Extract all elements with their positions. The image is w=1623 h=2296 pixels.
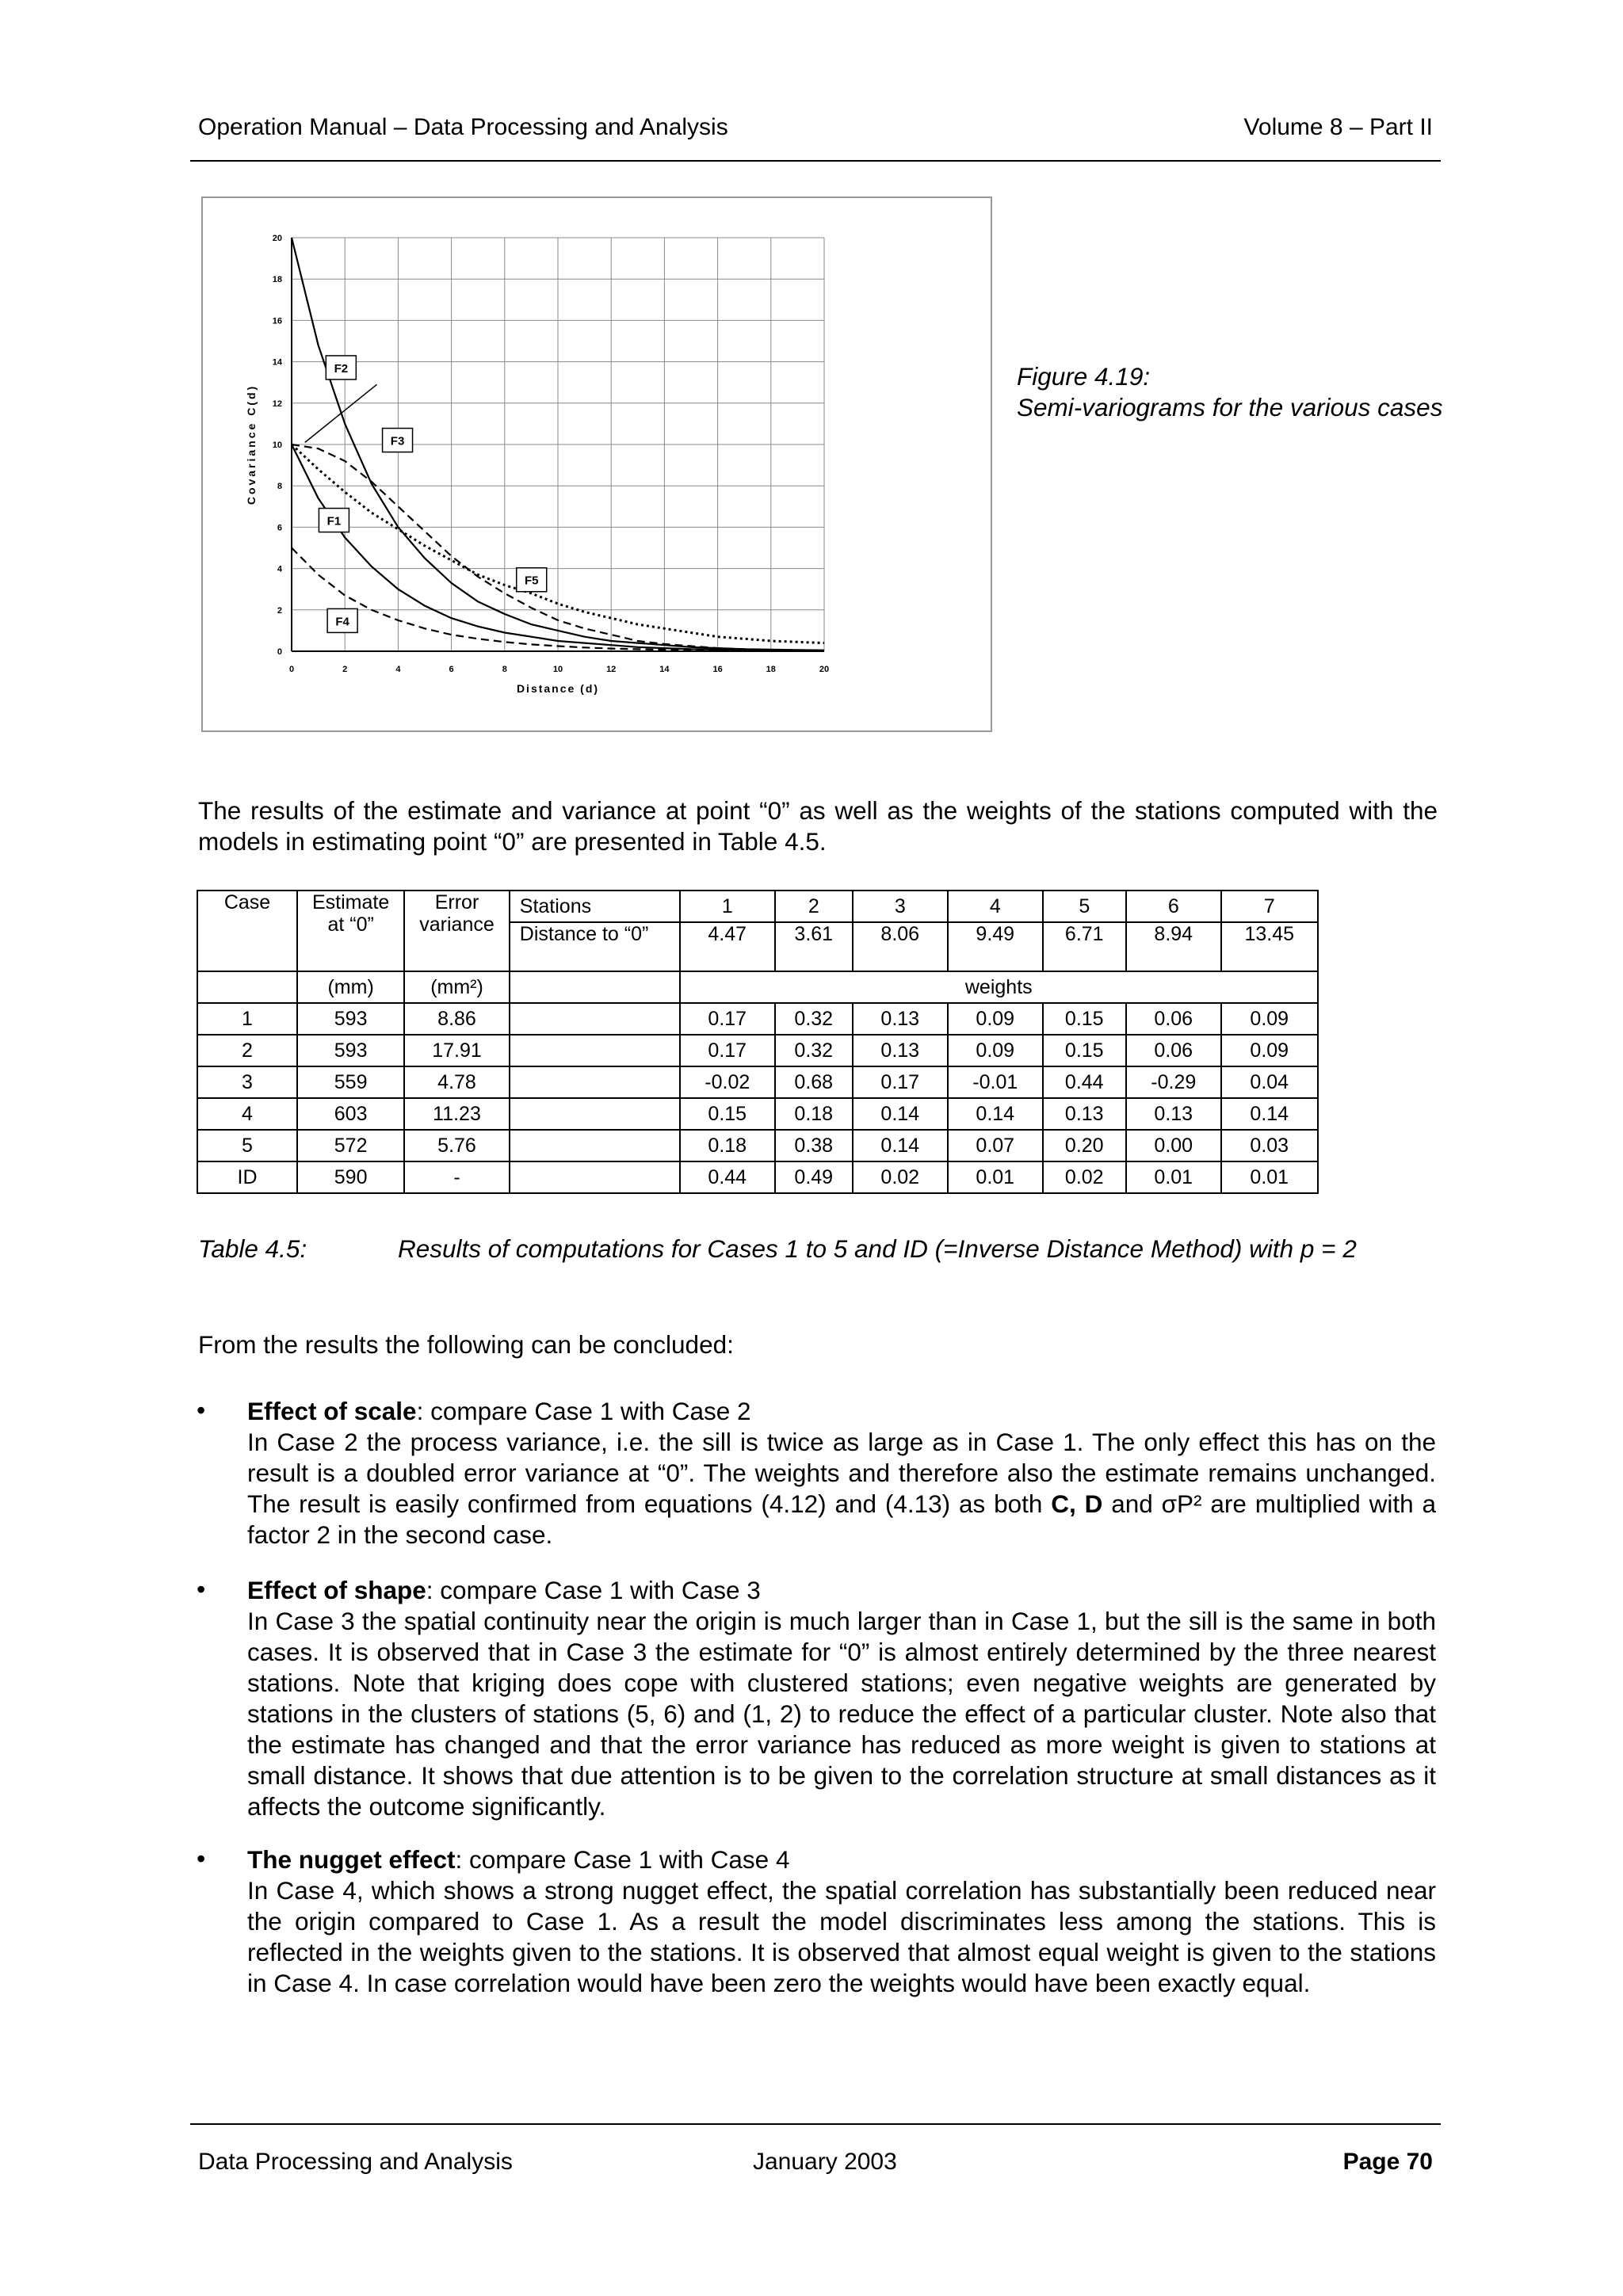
row-case: 1 (197, 1003, 297, 1035)
th-station-3: 3 (853, 891, 948, 922)
x-tick-label: 14 (659, 665, 670, 674)
row-estimate: 603 (297, 1098, 404, 1130)
row-weight-6: 0.06 (1126, 1035, 1221, 1066)
unit-estimate: (mm) (297, 971, 404, 1003)
distance-5: 6.71 (1043, 922, 1126, 971)
x-tick-label: 20 (819, 665, 830, 674)
footer-center: January 2003 (753, 2149, 897, 2175)
bullet-marker: • (197, 1844, 206, 1873)
row-estimate: 590 (297, 1161, 404, 1193)
row-weight-5: 0.02 (1043, 1161, 1126, 1193)
annotation-f4: F4 (335, 615, 349, 629)
figure-title: Semi-variograms for the various cases (1017, 393, 1443, 421)
y-tick-label: 4 (277, 564, 282, 574)
distance-6: 8.94 (1126, 922, 1221, 971)
y-tick-label: 12 (272, 399, 282, 409)
row-weight-3: 0.02 (853, 1161, 948, 1193)
row-case: 3 (197, 1066, 297, 1098)
row-weight-6: 0.13 (1126, 1098, 1221, 1130)
row-stations-blank (510, 1098, 680, 1130)
results-table (197, 890, 1319, 1194)
row-weight-6: -0.29 (1126, 1066, 1221, 1098)
weights-label: weights (680, 971, 1318, 1003)
row-weight-7: 0.09 (1221, 1035, 1318, 1066)
y-tick-label: 8 (277, 482, 282, 492)
th-station-7: 7 (1221, 891, 1318, 922)
row-weight-1: 0.17 (680, 1035, 775, 1066)
bullet-subtitle: : compare Case 1 with Case 4 (455, 1845, 790, 1874)
annotation-f3: F3 (390, 434, 405, 448)
x-tick-label: 4 (395, 665, 401, 674)
bullet-body-end: and σP² are multiplied with a factor 2 in the second case. (247, 1489, 1436, 1549)
row-weight-5: 0.44 (1043, 1066, 1126, 1098)
row-weight-2: 0.32 (775, 1003, 853, 1035)
row-stations-blank (510, 1003, 680, 1035)
annotation-f2: F2 (334, 361, 349, 376)
row-weight-1: -0.02 (680, 1066, 775, 1098)
row-case: 4 (197, 1098, 297, 1130)
x-tick-label: 6 (449, 665, 454, 674)
th-error: Error variance (404, 891, 510, 971)
figure-number: Figure 4.19: (1017, 362, 1151, 391)
annotation-f5: F5 (524, 574, 539, 588)
row-case: ID (197, 1161, 297, 1193)
table-row (197, 1066, 1318, 1098)
distance-4: 9.49 (948, 922, 1043, 971)
row-weight-7: 0.01 (1221, 1161, 1318, 1193)
y-tick-label: 20 (272, 234, 282, 243)
th-estimate: Estimate at “0” (297, 891, 404, 971)
row-weight-5: 0.15 (1043, 1003, 1126, 1035)
row-weight-5: 0.20 (1043, 1130, 1126, 1161)
row-weight-1: 0.18 (680, 1130, 775, 1161)
bullet-shape (247, 1575, 1436, 1822)
annotation-f1: F1 (327, 514, 342, 528)
row-weight-1: 0.44 (680, 1161, 775, 1193)
x-tick-label: 18 (766, 665, 776, 674)
bullet-marker: • (197, 1575, 206, 1604)
row-error: 8.86 (404, 1003, 510, 1035)
table-row (197, 1098, 1318, 1130)
row-weight-4: 0.01 (948, 1161, 1043, 1193)
th-station-5: 5 (1043, 891, 1126, 922)
header-right: Volume 8 – Part II (1243, 114, 1433, 140)
row-weight-7: 0.03 (1221, 1130, 1318, 1161)
row-weight-6: 0.00 (1126, 1130, 1221, 1161)
row-weight-3: 0.13 (853, 1035, 948, 1066)
th-station-2: 2 (775, 891, 853, 922)
row-weight-2: 0.49 (775, 1161, 853, 1193)
conclusion-intro: From the results the following can be concluded: (198, 1330, 734, 1359)
distance-2: 3.61 (775, 922, 853, 971)
row-weight-7: 0.09 (1221, 1003, 1318, 1035)
row-weight-4: 0.14 (948, 1098, 1043, 1130)
figure-caption (1017, 361, 1445, 423)
th-station-6: 6 (1126, 891, 1221, 922)
y-tick-label: 18 (272, 275, 282, 285)
bullet-marker: • (197, 1396, 206, 1425)
y-tick-label: 0 (277, 647, 282, 657)
row-stations-blank (510, 1161, 680, 1193)
row-weight-5: 0.13 (1043, 1098, 1126, 1130)
distance-7: 13.45 (1221, 922, 1318, 971)
intro-paragraph: The results of the estimate and variance at point “0” as well as the weights of the stations computed with the models in estimating point “0” are presented in Table 4.5. (198, 796, 1438, 856)
row-weight-7: 0.14 (1221, 1098, 1318, 1130)
x-tick-label: 8 (502, 665, 507, 674)
row-weight-4: 0.09 (948, 1003, 1043, 1035)
table-row (197, 1035, 1318, 1066)
row-estimate: 559 (297, 1066, 404, 1098)
row-error: - (404, 1161, 510, 1193)
row-weight-3: 0.14 (853, 1130, 948, 1161)
table-body (197, 1003, 1318, 1193)
y-tick-label: 2 (277, 605, 282, 616)
bullet-title: The nugget effect (247, 1845, 456, 1874)
y-tick-label: 16 (272, 316, 282, 326)
row-case: 5 (197, 1130, 297, 1161)
bullet-body: In Case 4, which shows a strong nugget effect, the spatial correlation has substantially been reduced near the origin compared to Case 1. As a result the model discriminates less among the stations. This is reflected in the weights given to the stations. It is observed that almost equal weight is given to the stations in Case 4. In case correlation would have been zero the weights would have been exactly equal. (247, 1876, 1436, 1997)
row-error: 17.91 (404, 1035, 510, 1066)
row-estimate: 572 (297, 1130, 404, 1161)
bullet-title: Effect of shape (247, 1576, 426, 1604)
x-tick-label: 12 (606, 665, 617, 674)
unit-case (197, 971, 297, 1003)
x-tick-label: 0 (288, 665, 295, 674)
bullet-scale (247, 1396, 1436, 1550)
bullet-body: In Case 3 the spatial continuity near the origin is much larger than in Case 1, but the sill is the same in both cases. It is observed that in Case 3 the estimate for “0” is almost entirely determined by the three nearest stations. Note that kriging does cope with clustered stations; even negative weights are generated by stations in the clusters of stations (5, 6) and (1, 2) to reduce the effect of a particular cluster. Note also that the estimate has changed and that the error variance has reduced as more weight is given to stations at small distance. It shows that due attention is to be given to the correlation structure at small distances as it affects the outcome significantly. (247, 1607, 1436, 1821)
table-row (197, 1003, 1318, 1035)
row-weight-2: 0.38 (775, 1130, 853, 1161)
semivariogram-chart (201, 196, 992, 732)
th-station-4: 4 (948, 891, 1043, 922)
footer-rule (190, 2123, 1441, 2125)
row-weight-4: 0.07 (948, 1130, 1043, 1161)
y-tick-label: 10 (272, 441, 282, 450)
table-caption-text: Results of computations for Cases 1 to 5 and ID (=Inverse Distance Method) with p = 2 (398, 1234, 1357, 1263)
row-weight-6: 0.01 (1126, 1161, 1221, 1193)
row-case: 2 (197, 1035, 297, 1066)
row-weight-1: 0.15 (680, 1098, 775, 1130)
x-axis-label: Distance (d) (516, 682, 600, 695)
x-tick-label: 16 (712, 665, 723, 674)
table-caption-label: Table 4.5: (198, 1234, 307, 1263)
th-station-1: 1 (680, 891, 775, 922)
distance-1: 4.47 (680, 922, 775, 971)
row-weight-6: 0.06 (1126, 1003, 1221, 1035)
row-estimate: 593 (297, 1003, 404, 1035)
row-estimate: 593 (297, 1035, 404, 1066)
row-weight-7: 0.04 (1221, 1066, 1318, 1098)
row-error: 5.76 (404, 1130, 510, 1161)
row-stations-blank (510, 1035, 680, 1066)
bullet-title: Effect of scale (247, 1397, 417, 1425)
th-distance: Distance to “0” (510, 922, 680, 971)
th-stations: Stations (510, 891, 680, 922)
y-axis-label: Covariance C(d) (245, 383, 258, 505)
y-tick-label: 14 (272, 357, 282, 368)
row-error: 4.78 (404, 1066, 510, 1098)
row-weight-2: 0.32 (775, 1035, 853, 1066)
bullet-nugget (247, 1844, 1436, 1999)
unit-stations (510, 971, 680, 1003)
bullet-subtitle: : compare Case 1 with Case 2 (416, 1397, 751, 1425)
row-stations-blank (510, 1130, 680, 1161)
row-stations-blank (510, 1066, 680, 1098)
row-weight-4: 0.09 (948, 1035, 1043, 1066)
row-error: 11.23 (404, 1098, 510, 1130)
table-row (197, 1161, 1318, 1193)
footer-page: Page 70 (1342, 2149, 1433, 2175)
table-row (197, 1130, 1318, 1161)
unit-error: (mm²) (404, 971, 510, 1003)
x-tick-label: 2 (342, 665, 348, 674)
x-tick-label: 10 (552, 665, 563, 674)
footer-left: Data Processing and Analysis (198, 2149, 513, 2175)
header-left: Operation Manual – Data Processing and Analysis (198, 114, 728, 140)
th-case: Case (197, 891, 297, 971)
row-weight-2: 0.68 (775, 1066, 853, 1098)
row-weight-5: 0.15 (1043, 1035, 1126, 1066)
bullet-body: In Case 2 the process variance, i.e. the sill is twice as large as in Case 1. The only effect this has on the result is a doubled error variance at “0”. The weights and therefore also the estimate remains unchanged. The result is easily confirmed from equations (4.12) and (4.13) as both (247, 1428, 1436, 1518)
y-tick-label: 6 (277, 523, 282, 533)
row-weight-4: -0.01 (948, 1066, 1043, 1098)
row-weight-3: 0.13 (853, 1003, 948, 1035)
bullet-bold: C, D (1051, 1489, 1103, 1518)
header-rule (190, 160, 1441, 162)
distance-3: 8.06 (853, 922, 948, 971)
row-weight-2: 0.18 (775, 1098, 853, 1130)
row-weight-3: 0.17 (853, 1066, 948, 1098)
row-weight-3: 0.14 (853, 1098, 948, 1130)
bullet-subtitle: : compare Case 1 with Case 3 (426, 1576, 761, 1604)
row-weight-1: 0.17 (680, 1003, 775, 1035)
